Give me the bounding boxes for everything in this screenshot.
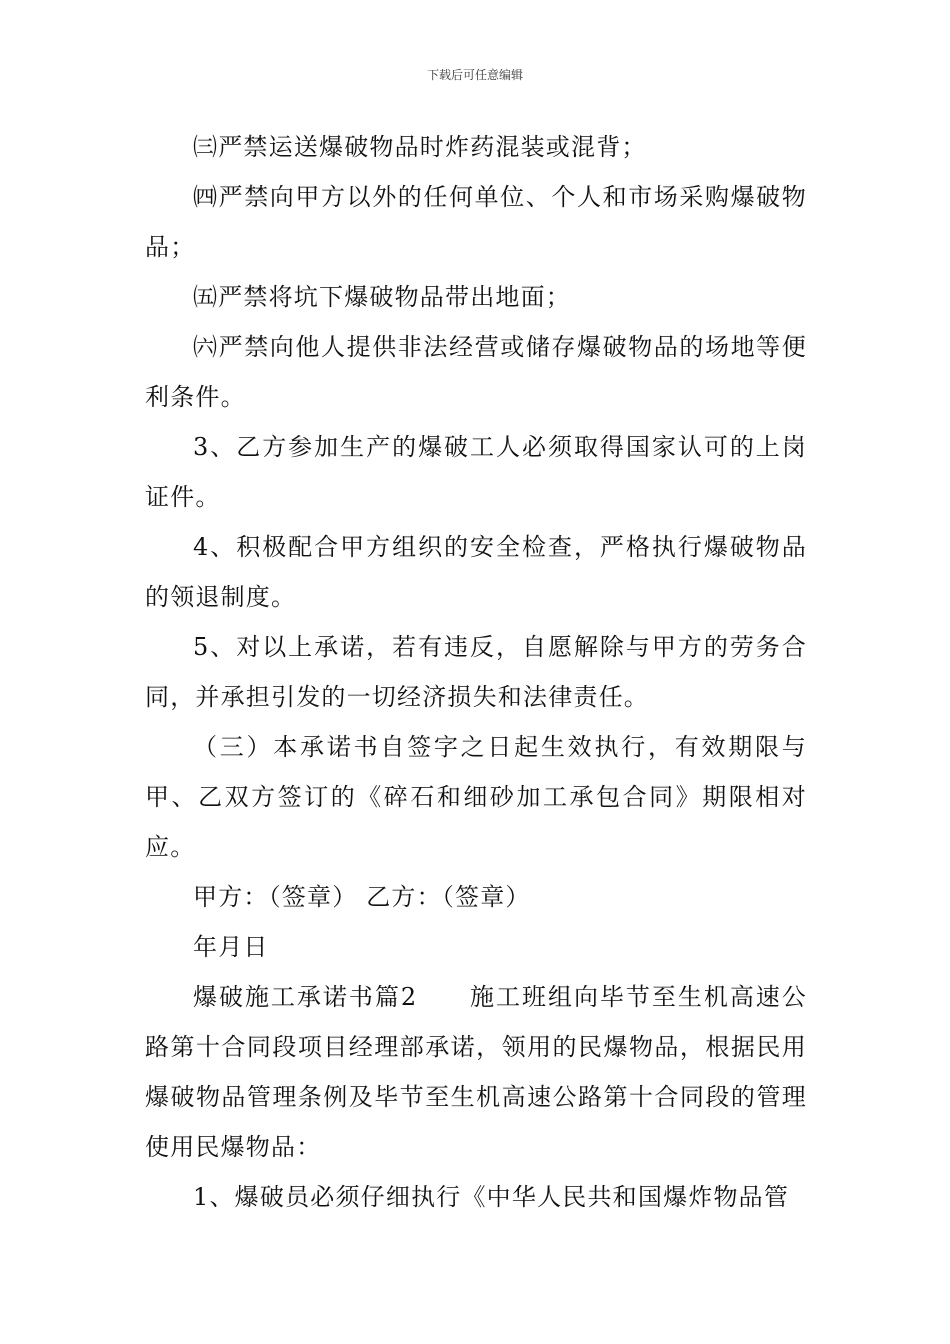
paragraph-validity: （三）本承诺书自签字之日起生效执行，有效期限与甲、乙双方签订的《碎石和细砂加工承包合同》期限相对应。 — [145, 733, 807, 861]
paragraph-clause-4: 4、积极配合甲方组织的安全检查，严格执行爆破物品的领退制度。 — [145, 533, 807, 611]
paragraph-clause-3: 3、乙方参加生产的爆破工人必须取得国家认可的上岗证件。 — [145, 433, 807, 511]
paragraph-item-4: ㈣严禁向甲方以外的任何单位、个人和市场采购爆破物品； — [145, 183, 807, 261]
paragraph-item-6: ㈥严禁向他人提供非法经营或储存爆破物品的场地等便利条件。 — [145, 333, 807, 411]
paragraph-section-2-clause-1: 1、爆破员必须仔细执行《中华人民共和国爆炸物品管 — [193, 1183, 790, 1211]
page-header: 下载后可任意编辑 — [426, 68, 523, 82]
signature-line: 甲方：（签章） 乙方：（签章） — [193, 883, 531, 911]
document-body — [145, 122, 807, 1222]
paragraph-section-2-intro: 爆破施工承诺书篇2 施工班组向毕节至生机高速公路第十合同段项目经理部承诺，领用的民爆物品，根据民用爆破物品管理条例及毕节至生机高速公路第十合同段的管理使用民爆物品： — [145, 983, 807, 1161]
date-line: 年月日 — [193, 933, 269, 961]
paragraph-item-5: ㈤严禁将坑下爆破物品带出地面； — [193, 283, 571, 311]
paragraph-clause-5: 5、对以上承诺，若有违反，自愿解除与甲方的劳务合同，并承担引发的一切经济损失和法律责任。 — [145, 633, 807, 711]
paragraph-item-3: ㈢严禁运送爆破物品时炸药混装或混背； — [193, 133, 647, 161]
